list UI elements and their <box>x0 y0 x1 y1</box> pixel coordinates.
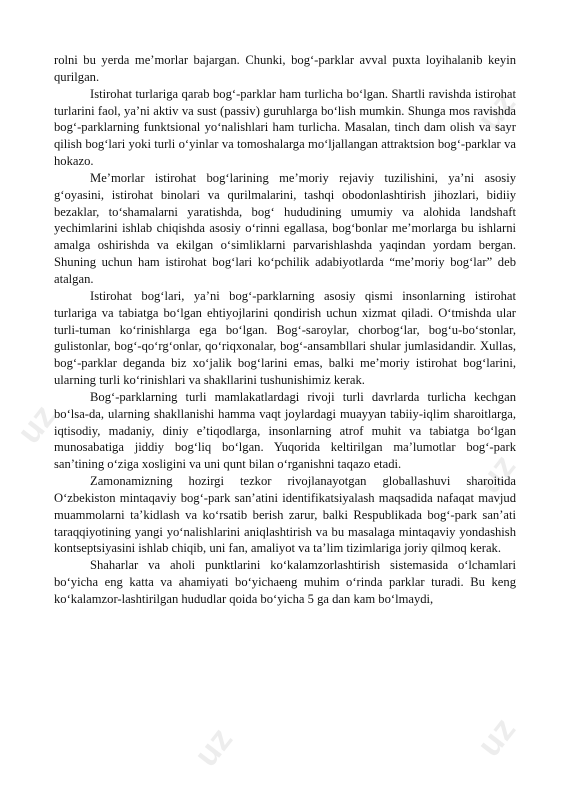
watermark: uz <box>469 710 524 764</box>
paragraph: Istirohat bog‘lari, ya’ni bog‘-parklarning asosiy qismi insonlarning istirohat turlariga va tabiatga bo‘lgan ehtiyojlarini qondirish uchun xizmat qiladi. O‘tmishda ular turli-tuman ko‘rinishlarga ega bo‘lgan. Bog‘-saroylar, chorbog‘lar, bog‘u-bo‘stonlar, gulistonlar, bog‘-qo‘rg‘onlar, qo‘riqxonalar, bog‘-ansambllari shular jumlasidandir. Xullas, bog‘-parklar deganda biz xo‘jalik bog‘larini emas, balki me’moriy istirohat bog‘larini, ularning turli ko‘rinishlari va shakllarini tushunishimiz kerak. <box>54 288 516 388</box>
paragraph: rolni bu yerda me’morlar bajargan. Chunki, bog‘-parklar avval puxta loyihalanib keyin qurilgan. <box>54 53 516 84</box>
watermark: uz <box>469 447 524 501</box>
watermark: uz <box>469 84 524 138</box>
document-body <box>54 52 516 608</box>
paragraph: Zamonamizning hozirgi tezkor rivojlanayotgan globallashuvi sharoitida O‘zbekiston mintaqaviy bog‘-park san’atini identifikatsiyalash maqsadida nafaqat mavjud muammolarni ta’kidlash va ko‘rsatib berish zarur, balki Respublikada bog‘-park san’ati taraqqiyotining yangi yo‘nalishlarini aniqlashtirish va bu masalaga mintaqaviy yondashish kontseptsiyasini ishlab chiqib, uni fan, amaliyot va ta’lim tizimlariga joriy qilmoq kerak. <box>54 474 516 556</box>
paragraph: Me’morlar istirohat bog‘larining me’moriy rejaviy tuzilishini, ya’ni asosiy g‘oyasini, istirohat binolari va qurilmalarini, tashqi obodonlashtirish jihozlari, bidiiy bezaklar, to‘shamalarni yaratishda, bog‘ hududining umumiy va alohida landshaft yechimlarini ishlab chiqishda asosiy o‘rinni egallasa, bog‘bonlar me’morlarga bu ishlarni amalga oshirishda va ekilgan o‘simliklarni parvarishlashda yaqindan yordam bergan. Shuning uchun ham istirohat bog‘lari ko‘pchilik adabiyotlarda “me’moriy bog‘lar” deb atalgan. <box>54 170 516 286</box>
paragraph: Istirohat turlariga qarab bog‘-parklar ham turlicha bo‘lgan. Shartli ravishda istirohat turlarini faol, ya’ni aktiv va sust (passiv) guruhlarga bo‘lish mumkin. Shunga mos ravishda bog‘-parklarning funktsional yo‘nalishlari ham turlicha. Masalan, tinch dam olish va sayr qilish bog‘lari yoki turli o‘yinlar va tomoshalarga mo‘ljallangan attraktsion bog‘-parklar va hokazo. <box>54 86 516 169</box>
watermark: uz <box>186 720 241 774</box>
paragraph: Bog‘-parklarning turli mamlakatlardagi rivoji turli davrlarda turlicha kechgan bo‘lsa-da, ularning shakllanishi hamma vaqt joylardagi muayyan tabiiy-iqlim sharoitlarga, iqtisodiy, madaniy, diniy e’tiqodlarga, insonlarning atrof muhit va tabiatga bo‘lgan munosabatiga jiddiy bog‘liq bo‘lgan. Yuqorida keltirilgan ma’lumotlar bog‘-park san’tining o‘ziga xosligini va uni qunt bilan o‘rganishni taqazo etadi. <box>54 389 516 472</box>
watermark: uz <box>9 397 64 451</box>
paragraph: Shaharlar va aholi punktlarini ko‘kalamzorlashtirish sistemasida o‘lchamlari bo‘yicha eng katta va ahamiyati bo‘yichaeng muhim o‘rinda parklar turadi. Bu keng ko‘kalamzor-lashtirilgan hududlar qoida bo‘yicha 5 ga dan kam bo‘lmaydi, <box>54 558 516 606</box>
